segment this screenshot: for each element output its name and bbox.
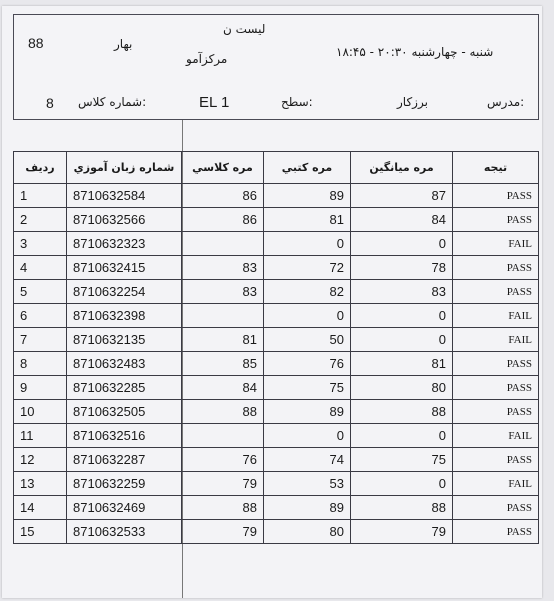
row-number-cell: 10 — [14, 400, 67, 424]
average-score-cell: 88 — [351, 400, 453, 424]
average-score-cell: 83 — [351, 280, 453, 304]
table-row — [14, 472, 539, 496]
row-number-cell: 14 — [14, 496, 67, 520]
written-score-cell: 75 — [264, 376, 351, 400]
row-number-cell: 11 — [14, 424, 67, 448]
written-score-cell: 72 — [264, 256, 351, 280]
table-row — [14, 256, 539, 280]
student-id-cell: 8710632398 — [67, 304, 182, 328]
average-score-cell: 0 — [351, 472, 453, 496]
row-number-cell: 12 — [14, 448, 67, 472]
written-score-cell: 0 — [264, 232, 351, 256]
term-number: 88 — [28, 35, 44, 51]
table-row — [14, 400, 539, 424]
table-row — [14, 376, 539, 400]
col-header-result: تيجه — [453, 152, 539, 184]
grades-table — [13, 151, 539, 544]
table-row — [14, 184, 539, 208]
row-number-cell: 13 — [14, 472, 67, 496]
class-score-cell: 76 — [182, 448, 264, 472]
written-score-cell: 89 — [264, 496, 351, 520]
student-id-cell: 8710632285 — [67, 376, 182, 400]
class-score-cell — [182, 424, 264, 448]
table-row — [14, 520, 539, 544]
result-cell: PASS — [453, 280, 539, 304]
row-number-cell: 4 — [14, 256, 67, 280]
student-id-cell: 8710632533 — [67, 520, 182, 544]
average-score-cell: 0 — [351, 328, 453, 352]
row-number-cell: 3 — [14, 232, 67, 256]
list-title: لیست ن — [223, 22, 266, 36]
result-cell: FAIL — [453, 304, 539, 328]
written-score-cell: 0 — [264, 304, 351, 328]
average-score-cell: 81 — [351, 352, 453, 376]
class-score-cell: 83 — [182, 256, 264, 280]
written-score-cell: 80 — [264, 520, 351, 544]
row-number-cell: 7 — [14, 328, 67, 352]
class-score-cell: 86 — [182, 208, 264, 232]
student-id-cell: 8710632323 — [67, 232, 182, 256]
average-score-cell: 80 — [351, 376, 453, 400]
average-score-cell: 0 — [351, 304, 453, 328]
teacher-name: برزکار — [397, 95, 428, 109]
table-row — [14, 208, 539, 232]
average-score-cell: 75 — [351, 448, 453, 472]
average-score-cell: 88 — [351, 496, 453, 520]
average-score-cell: 79 — [351, 520, 453, 544]
teacher-label: مدرس: — [487, 95, 525, 109]
student-id-cell: 8710632566 — [67, 208, 182, 232]
center-name: مرکزآمو — [186, 52, 228, 66]
table-header-row — [14, 152, 539, 184]
table-row — [14, 496, 539, 520]
table-row — [14, 328, 539, 352]
class-score-cell — [182, 232, 264, 256]
written-score-cell: 81 — [264, 208, 351, 232]
result-cell: PASS — [453, 184, 539, 208]
result-cell: FAIL — [453, 424, 539, 448]
row-number-cell: 1 — [14, 184, 67, 208]
result-cell: FAIL — [453, 472, 539, 496]
student-id-cell: 8710632415 — [67, 256, 182, 280]
row-number-cell: 6 — [14, 304, 67, 328]
row-number-cell: 8 — [14, 352, 67, 376]
average-score-cell: 0 — [351, 424, 453, 448]
student-id-cell: 8710632584 — [67, 184, 182, 208]
result-cell: PASS — [453, 448, 539, 472]
level-value: EL 1 — [199, 94, 230, 111]
class-score-cell: 86 — [182, 184, 264, 208]
table-row — [14, 448, 539, 472]
result-cell: PASS — [453, 496, 539, 520]
class-score-cell: 79 — [182, 520, 264, 544]
result-cell: PASS — [453, 400, 539, 424]
class-score-cell: 83 — [182, 280, 264, 304]
class-number-label: شماره کلاس: — [78, 95, 147, 109]
col-header-student-id: شماره زبان آموزي — [67, 152, 182, 184]
written-score-cell: 89 — [264, 184, 351, 208]
table-row — [14, 280, 539, 304]
result-cell: PASS — [453, 520, 539, 544]
student-id-cell: 8710632259 — [67, 472, 182, 496]
row-number-cell: 15 — [14, 520, 67, 544]
table-row — [14, 352, 539, 376]
average-score-cell: 78 — [351, 256, 453, 280]
written-score-cell: 74 — [264, 448, 351, 472]
written-score-cell: 0 — [264, 424, 351, 448]
level-label: سطح: — [281, 95, 313, 109]
session-schedule: شنبه - چهارشنبه ۲۰:۳۰ - ۱۸:۴۵ — [336, 45, 494, 59]
class-score-cell: 84 — [182, 376, 264, 400]
term-label: بهار — [114, 37, 133, 51]
header-box — [13, 14, 539, 120]
result-cell: PASS — [453, 376, 539, 400]
class-score-cell: 79 — [182, 472, 264, 496]
written-score-cell: 82 — [264, 280, 351, 304]
col-header-average: مره ميانگين — [351, 152, 453, 184]
result-cell: FAIL — [453, 232, 539, 256]
written-score-cell: 76 — [264, 352, 351, 376]
average-score-cell: 0 — [351, 232, 453, 256]
table-row — [14, 232, 539, 256]
result-cell: PASS — [453, 256, 539, 280]
class-score-cell: 88 — [182, 496, 264, 520]
student-id-cell: 8710632135 — [67, 328, 182, 352]
result-cell: FAIL — [453, 328, 539, 352]
row-number-cell: 9 — [14, 376, 67, 400]
student-id-cell: 8710632516 — [67, 424, 182, 448]
result-cell: PASS — [453, 352, 539, 376]
written-score-cell: 50 — [264, 328, 351, 352]
student-id-cell: 8710632469 — [67, 496, 182, 520]
student-id-cell: 8710632483 — [67, 352, 182, 376]
class-score-cell: 88 — [182, 400, 264, 424]
class-score-cell: 85 — [182, 352, 264, 376]
written-score-cell: 89 — [264, 400, 351, 424]
class-score-cell: 81 — [182, 328, 264, 352]
average-score-cell: 87 — [351, 184, 453, 208]
average-score-cell: 84 — [351, 208, 453, 232]
student-id-cell: 8710632287 — [67, 448, 182, 472]
written-score-cell: 53 — [264, 472, 351, 496]
student-id-cell: 8710632254 — [67, 280, 182, 304]
col-header-row-number: ردیف — [14, 152, 67, 184]
col-header-written-score: مره كتبي — [264, 152, 351, 184]
class-score-cell — [182, 304, 264, 328]
table-row — [14, 424, 539, 448]
table-row — [14, 304, 539, 328]
student-id-cell: 8710632505 — [67, 400, 182, 424]
class-number-value: 8 — [46, 95, 54, 111]
row-number-cell: 2 — [14, 208, 67, 232]
row-number-cell: 5 — [14, 280, 67, 304]
col-header-class-score: مره كلاسي — [182, 152, 264, 184]
result-cell: PASS — [453, 208, 539, 232]
